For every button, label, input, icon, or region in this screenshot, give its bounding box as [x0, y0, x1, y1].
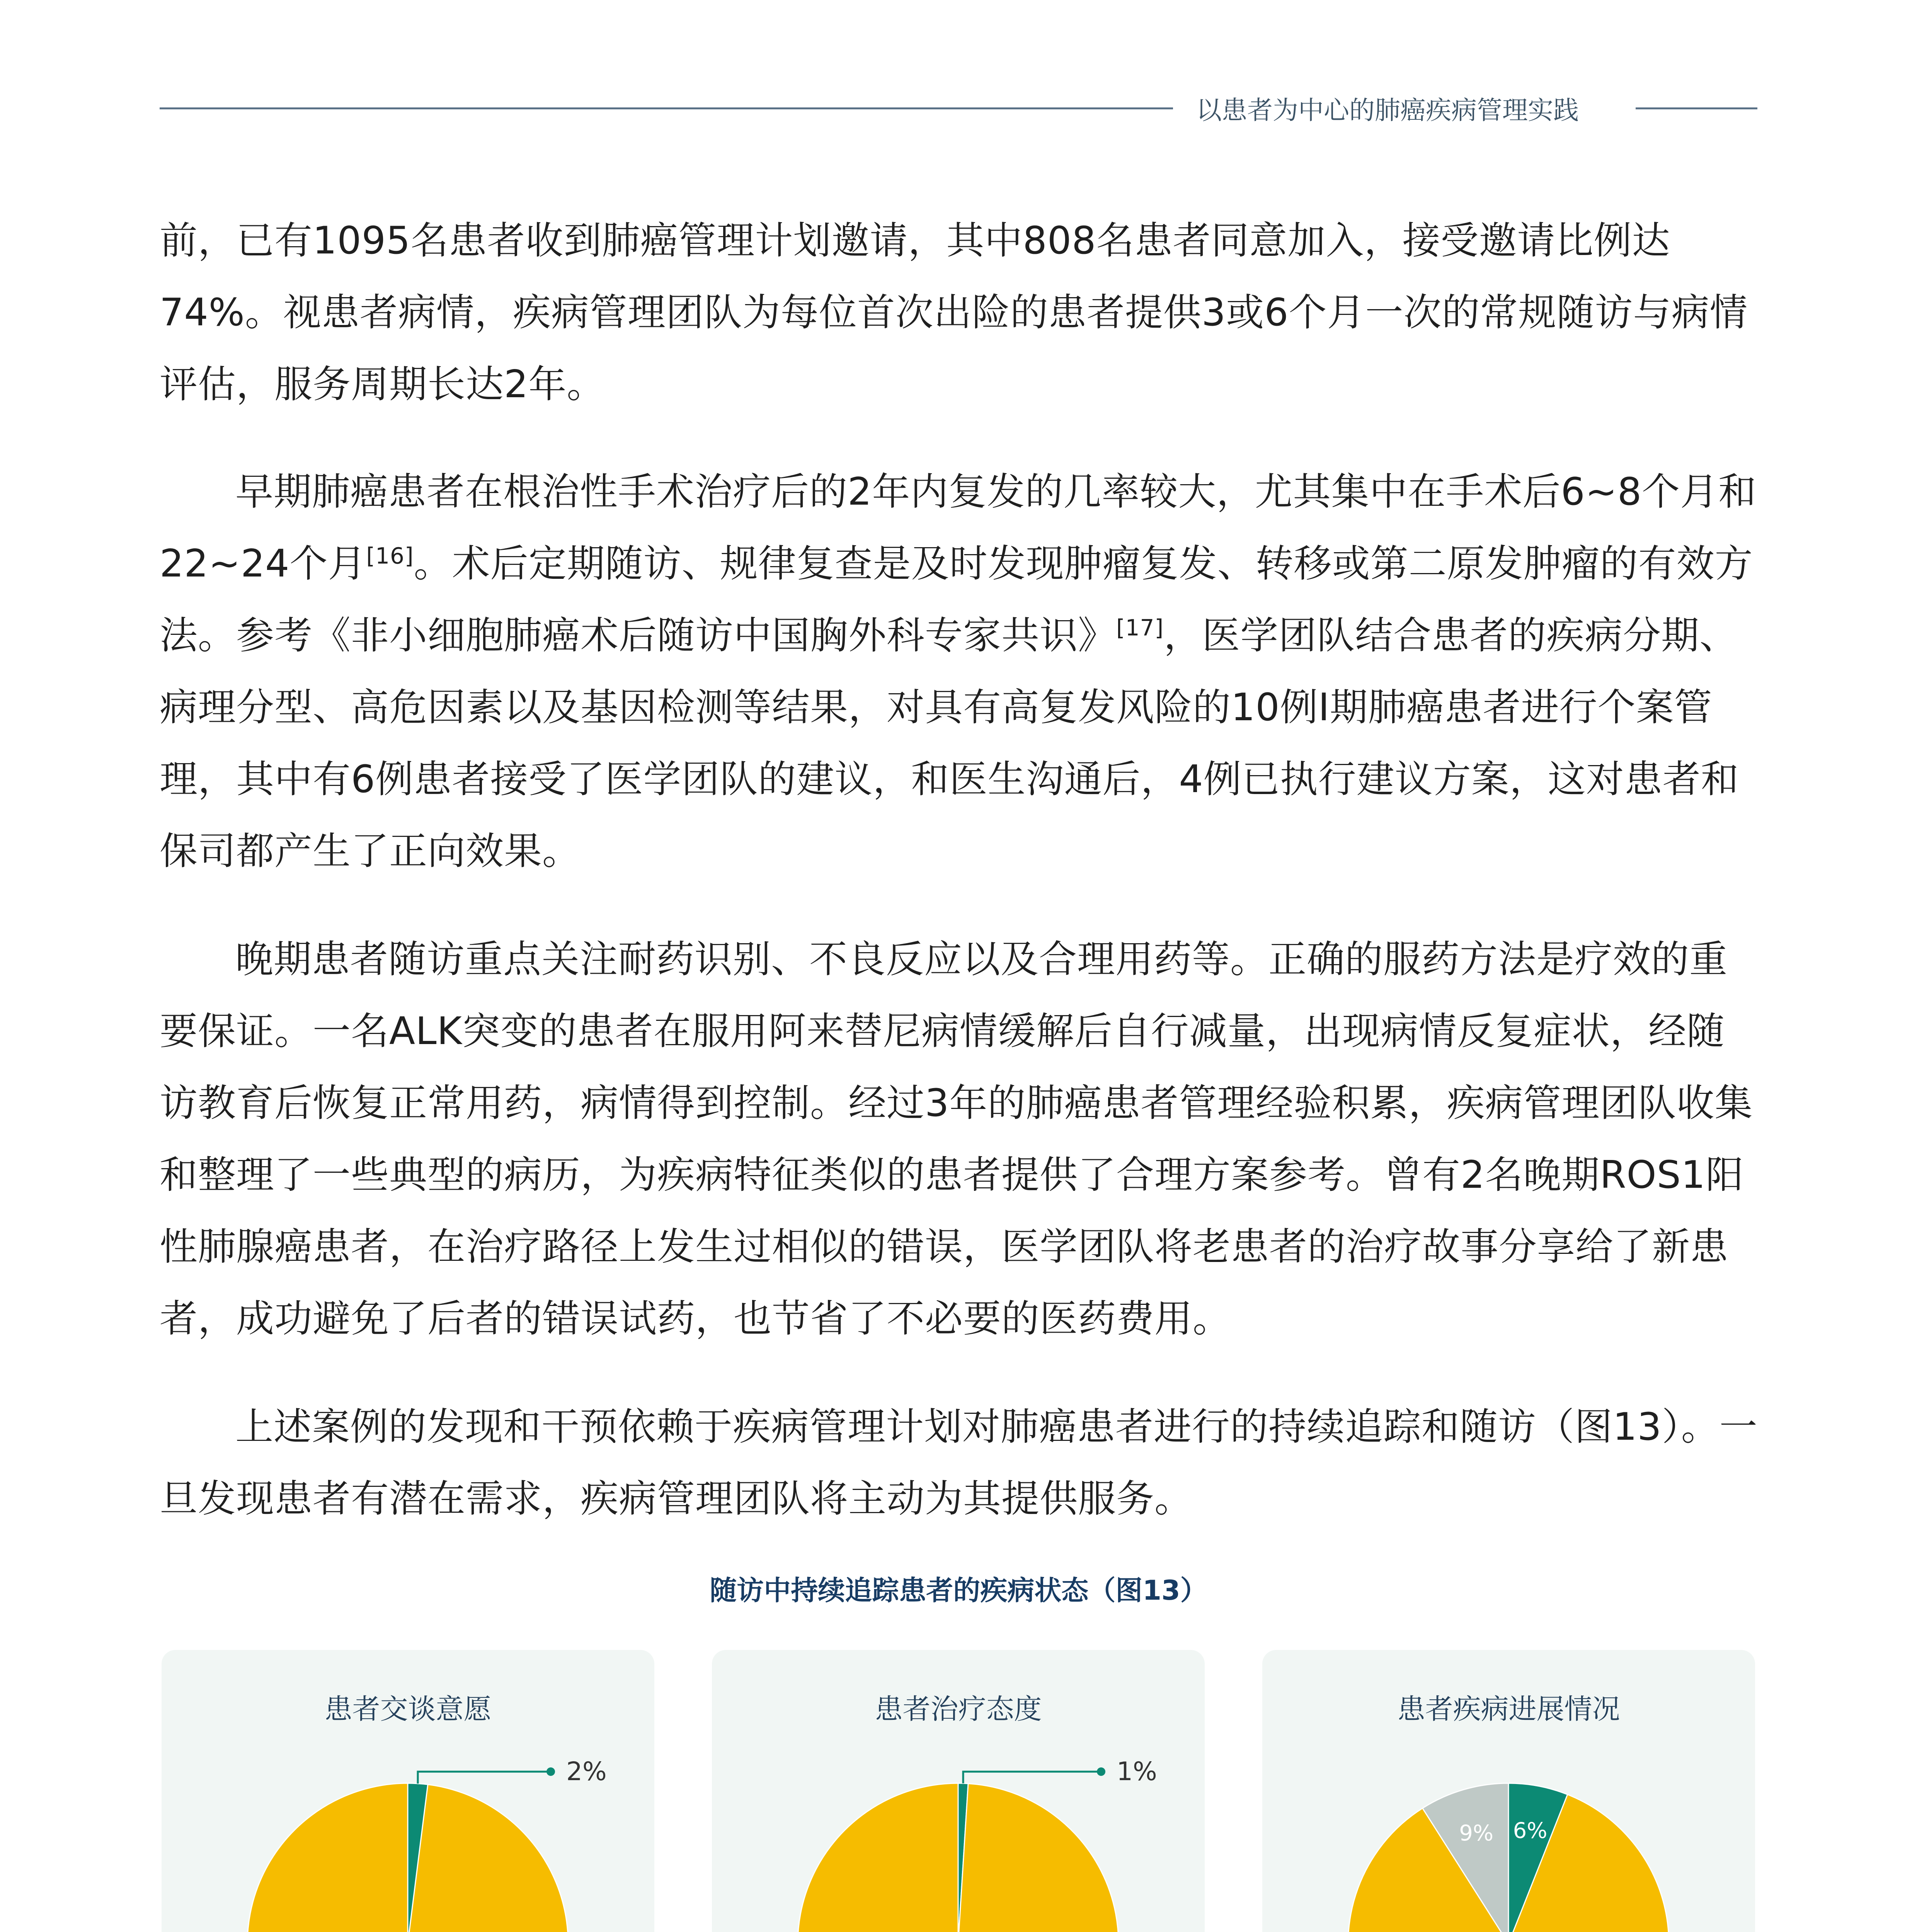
callout-line	[963, 1772, 1101, 1783]
chart-card-progression	[1262, 1650, 1755, 1932]
callout-dot	[1097, 1767, 1105, 1776]
header-rule-right	[1636, 107, 1757, 109]
pie-chart	[712, 1650, 1205, 1932]
paragraph-1: 前，已有1095名患者收到肺癌管理计划邀请，其中808名患者同意加入，接受邀请比例达74%。视患者病情，疾病管理团队为每位首次出险的患者提供3或6个月一次的常规随访与病情评估，服务周期长达2年。	[160, 219, 1748, 406]
paragraph-2-text-c: ，医学团队结合患者的疾病分期、病理分型、高危因素以及基因检测等结果，对具有高复发风险的10例Ⅰ期肺癌患者进行个案管理，其中有6例患者接受了医学团队的建议，和医生沟通后，4例已执行建议方案，这对患者和保司都产生了正向效果。	[160, 614, 1739, 873]
chart-title: 患者疾病进展情况	[1397, 1693, 1620, 1725]
data-label: 9%	[1459, 1821, 1494, 1846]
citation-16: [16]	[366, 543, 414, 569]
callout-dot	[546, 1767, 555, 1776]
citation-17: [17]	[1116, 614, 1164, 641]
paragraph-4: 上述案例的发现和干预依赖于疾病管理计划对肺癌患者进行的持续追踪和随访（图13）。一旦发现患者有潜在需求，疾病管理团队将主动为其提供服务。	[160, 1405, 1758, 1521]
paragraph-2-text-a: 早期肺癌患者在根治性手术治疗后的2年内复发的几率较大，尤其集中在手术后6~8个月和22~24个月	[160, 470, 1757, 586]
pie-slice-愿意	[247, 1783, 568, 1932]
data-label: 1%	[1117, 1757, 1157, 1786]
paragraph-3: 晚期患者随访重点关注耐药识别、不良反应以及合理用药等。正确的服药方法是疗效的重要保证。一名ALK突变的患者在服用阿来替尼病情缓解后自行减量，出现病情反复症状，经随访教育后恢复正常用药，病情得到控制。经过3年的肺癌患者管理经验积累，疾病管理团队收集和整理了一些典型的病历，为疾病特征类似的患者提供了合理方案参考。曾有2名晚期ROS1阳性肺腺癌患者，在治疗路径上发生过相似的错误，医学团队将老患者的治疗故事分享给了新患者，成功避免了后者的错误试药，也节省了不必要的医药费用。	[160, 937, 1753, 1341]
callout-line	[418, 1772, 551, 1784]
pie-slice-乐观	[798, 1783, 1119, 1932]
paragraph-2	[160, 456, 1758, 887]
data-label: 2%	[566, 1757, 607, 1786]
running-header-title: 以患者为中心的肺癌疾病管理实践	[1196, 95, 1579, 125]
header-rule-left	[160, 107, 1173, 109]
paragraph-2-text-b: 。术后定期随访、规律复查是及时发现肿瘤复发、转移或第二原发肿瘤的有效方法。参考《非小细胞肺癌术后随访中国胸外科专家共识》	[160, 542, 1753, 658]
pie-chart	[1262, 1650, 1755, 1932]
figure-13-title: 随访中持续追踪患者的疾病状态（图13）	[710, 1575, 1207, 1606]
chart-title: 患者交谈意愿	[324, 1693, 492, 1725]
pie-chart	[162, 1650, 654, 1932]
chart-card-attitude	[712, 1650, 1205, 1932]
chart-card-willingness	[162, 1650, 654, 1932]
data-label: 6%	[1513, 1818, 1548, 1844]
chart-title: 患者治疗态度	[875, 1693, 1042, 1725]
